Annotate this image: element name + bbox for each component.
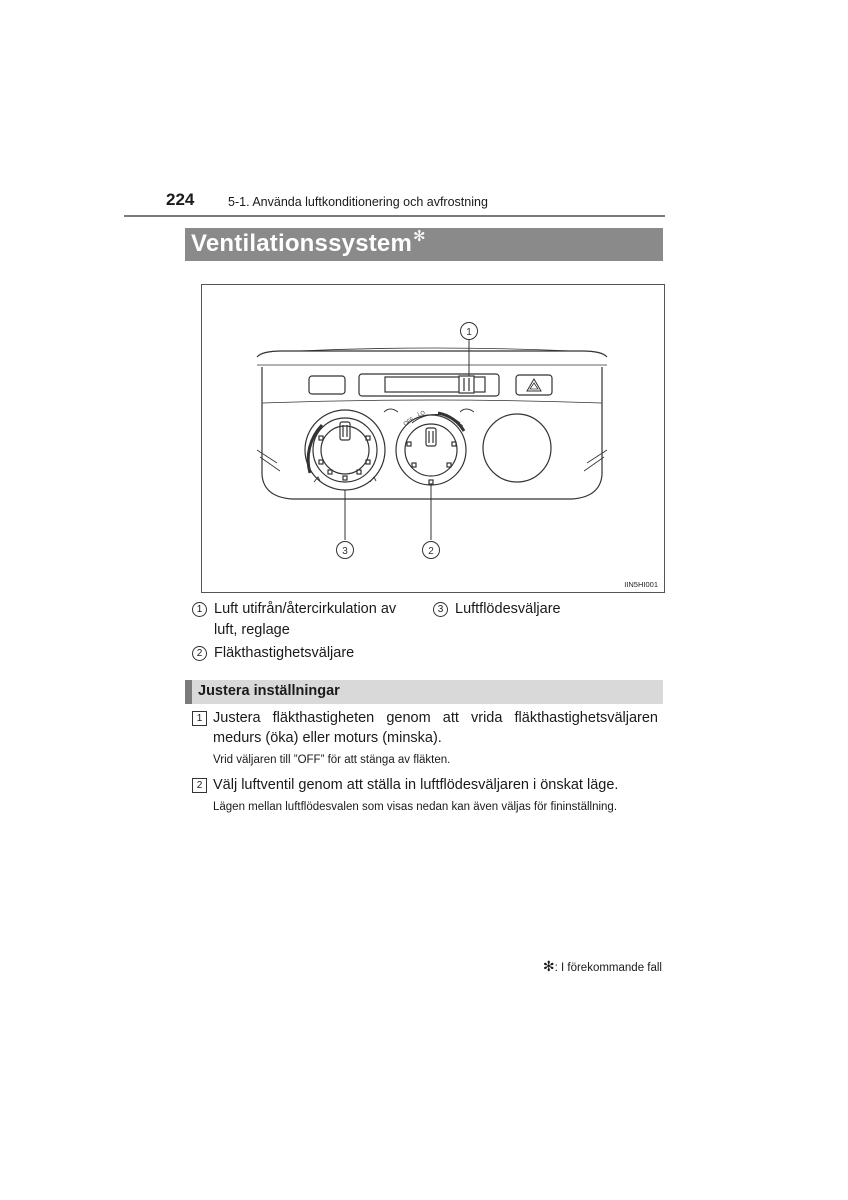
page-title xyxy=(191,230,426,258)
page-header xyxy=(124,190,665,216)
step-number: 1 xyxy=(192,711,207,726)
page-number: 224 xyxy=(166,190,195,209)
page-title-text: Ventilationssystem xyxy=(191,230,413,257)
callout-2: 2 xyxy=(428,546,434,557)
control-panel-illustration xyxy=(202,285,664,592)
callout-3: 3 xyxy=(342,546,348,557)
subsection-bar xyxy=(185,680,663,704)
subsection-accent xyxy=(185,680,192,704)
legend-number: 1 xyxy=(192,602,207,617)
step-number: 2 xyxy=(192,778,207,793)
legend-label: Luftflödesväljare xyxy=(455,601,561,617)
header-rule xyxy=(124,215,665,217)
dial-label-lo: LO xyxy=(416,410,426,418)
section-reference: 5-1. Använda luftkonditionering och avfrostning xyxy=(228,195,488,209)
legend-number: 3 xyxy=(433,602,448,617)
control-panel-figure xyxy=(201,284,665,593)
footnote-text: : I förekommande fall xyxy=(554,962,662,974)
footnote xyxy=(543,958,662,975)
legend-label: Luft utifrån/återcirkulation av luft, reglage xyxy=(214,601,397,638)
figure-code: IIN5HI001 xyxy=(624,580,658,589)
legend-label: Fläkthastighetsväljare xyxy=(214,645,355,661)
footnote-asterisk: ✻ xyxy=(542,958,555,974)
step-note: Vrid väljaren till ”OFF” för att stänga av fläkten. xyxy=(213,754,451,766)
step-note: Lägen mellan luftflödesvalen som visas nedan kan även väljas för fininställning. xyxy=(213,801,618,813)
title-asterisk: ✻ xyxy=(413,228,426,245)
step-text: Välj luftventil genom att ställa in luftflödesväljaren i önskat läge. xyxy=(213,777,619,793)
dial-label-hi: HI xyxy=(455,421,464,431)
title-bar xyxy=(185,228,663,261)
step-text: Justera fläkthastigheten genom att vrida fläkthastighetsväljaren medurs (öka) eller moturs (minska). xyxy=(213,710,658,746)
subsection-title: Justera inställningar xyxy=(198,683,340,699)
legend-number: 2 xyxy=(192,646,207,661)
dial-label-off: OFF xyxy=(402,416,416,428)
callout-1: 1 xyxy=(466,327,472,338)
